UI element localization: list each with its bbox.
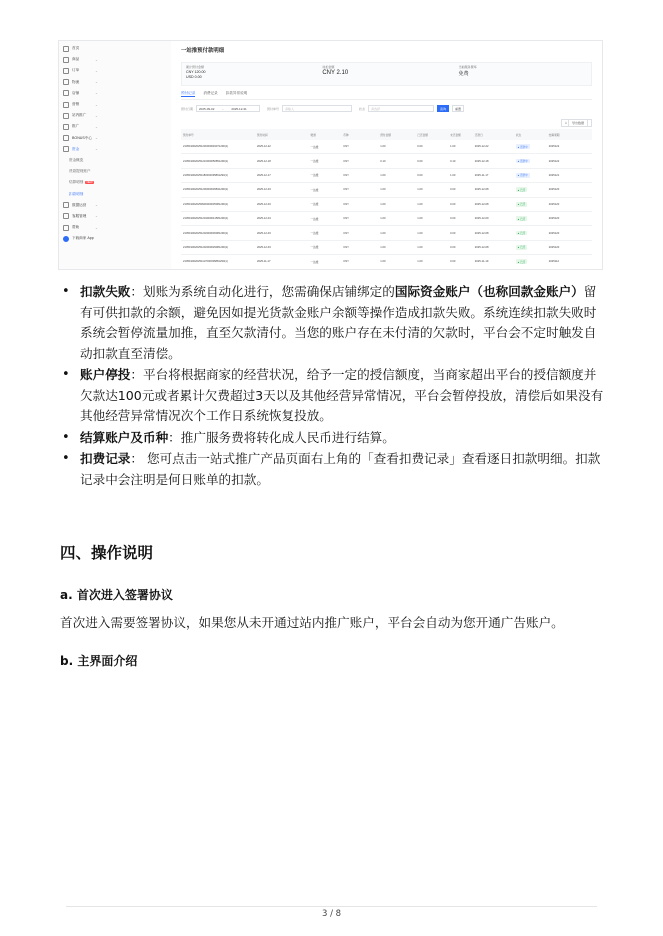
- table-row[interactable]: [181, 183, 592, 197]
- bullet-emphasis: 国际资金账户（也称回款金账户）: [394, 284, 584, 299]
- table-cell: [415, 269, 448, 270]
- summary-label: 待扣金额: [322, 65, 335, 69]
- chevron-down-icon: ⌄: [95, 225, 98, 230]
- table-cell: [378, 269, 415, 270]
- table-cell: 1.00: [448, 168, 473, 182]
- bullet-text: ：平台将根据商家的经营状况，给予一定的授信额度，当商家超出平台的授信额度并欠款达100元或者累计欠费超过3天以及其他经营异常情况，平台会暂停投放，清偿后如果没有其他经营异常情况次个工作日系统恢复投放。: [80, 367, 604, 423]
- chevron-down-icon: ⌄: [95, 214, 98, 219]
- menu-icon: [63, 236, 69, 242]
- table-cell: 一站推: [308, 240, 341, 254]
- date-range-input[interactable]: [196, 105, 260, 112]
- status-select[interactable]: 请选择: [368, 105, 434, 112]
- table-row[interactable]: [181, 168, 592, 182]
- sidebar-item-label: 站内推广: [72, 113, 87, 118]
- table-cell: 0.00: [448, 197, 473, 211]
- sidebar-item[interactable]: [59, 200, 171, 211]
- status-label: 状态: [359, 106, 366, 111]
- sidebar-item-label: 订单: [72, 68, 80, 73]
- date-to: 2025-12-31: [231, 106, 247, 111]
- table-cell: [448, 269, 473, 270]
- table-cell: [514, 240, 547, 254]
- table-cell: 2105190020250930000035081290(1): [181, 197, 255, 211]
- table-cell: 1.00: [378, 197, 415, 211]
- table-row[interactable]: [181, 154, 592, 168]
- table-header-row: [181, 129, 592, 140]
- column-header: 未还金额: [448, 129, 473, 140]
- sidebar-item-label: 客服管理: [72, 213, 87, 218]
- column-header: 币种: [341, 129, 378, 140]
- summary-label: 累计预付金额: [186, 65, 205, 69]
- export-label: 导出数据: [568, 119, 588, 127]
- bullet-text: ：划账为系统自动化进行，您需确保店铺绑定的: [130, 284, 395, 299]
- column-header: 渠道: [308, 129, 341, 140]
- bullet-term: 扣费记录: [80, 451, 131, 466]
- table-cell: 1.00: [415, 183, 448, 197]
- sidebar-item[interactable]: [59, 110, 171, 121]
- table-cell: 一站推: [308, 211, 341, 225]
- column-header: 结算周期: [547, 129, 592, 140]
- sidebar-item[interactable]: [59, 177, 171, 188]
- bullet-item: [60, 365, 605, 427]
- footer-divider: [66, 906, 597, 907]
- table-cell: 2025120: [547, 226, 592, 240]
- tab[interactable]: 预付记录: [181, 91, 196, 95]
- export-button[interactable]: ⇩ 导出数据: [561, 119, 592, 127]
- table-cell: CNY: [341, 255, 378, 269]
- table-cell: [341, 269, 378, 270]
- table-cell: 2025112: [547, 255, 592, 269]
- menu-icon: [63, 113, 69, 119]
- export-row: [181, 121, 592, 125]
- sidebar-item-label: 营销: [72, 102, 80, 107]
- table-cell: 0.00: [448, 226, 473, 240]
- section-title: 四、操作说明: [60, 544, 154, 562]
- sidebar-item[interactable]: [59, 77, 171, 88]
- menu-icon: [63, 213, 69, 219]
- table-cell: [514, 255, 547, 269]
- sidebar-item-label: 资金: [72, 146, 80, 151]
- sidebar-item[interactable]: [59, 65, 171, 76]
- bullet-item: [60, 282, 605, 364]
- sidebar-item[interactable]: [59, 233, 171, 244]
- sidebar-item-label: 商品: [72, 57, 80, 62]
- table-cell: [181, 269, 255, 270]
- date-label: 预付日期: [181, 106, 194, 111]
- table-cell: 2025122: [547, 140, 592, 154]
- table-cell: [514, 269, 547, 270]
- table-cell: [308, 269, 341, 270]
- table-cell: 0.00: [415, 140, 448, 154]
- summary-value: 免费: [458, 71, 469, 78]
- status-badge: ● 已还: [517, 188, 526, 192]
- table-cell: 1.00: [448, 140, 473, 154]
- table-cell: 2025120: [547, 240, 592, 254]
- summary-panel: [181, 62, 592, 86]
- table-cell: CNY: [341, 197, 378, 211]
- chevron-down-icon: ⌄: [95, 147, 98, 152]
- chevron-down-icon: ⌄: [95, 80, 98, 85]
- column-header: 预付时间: [255, 129, 308, 140]
- page-number: 3 / 8: [321, 909, 342, 919]
- chevron-down-icon: ⌄: [95, 68, 98, 73]
- status-badge: ● 已还: [517, 203, 526, 207]
- table-cell: CNY: [341, 168, 378, 182]
- table-cell: 2105190020251216000050851290(1): [181, 154, 255, 168]
- table-cell: 0.10: [378, 154, 415, 168]
- order-label: 预付单号: [267, 106, 280, 111]
- column-header: 状态: [514, 129, 547, 140]
- status-badge: ● 已还: [517, 260, 526, 264]
- status-badge: ● 还款中: [517, 160, 528, 164]
- table-cell: 2025120: [547, 197, 592, 211]
- table-cell: 0.00: [448, 240, 473, 254]
- sidebar-item[interactable]: [59, 54, 171, 65]
- table-cell: 1.00: [378, 255, 415, 269]
- menu-icon: [63, 90, 69, 96]
- menu-icon: [63, 146, 69, 152]
- chevron-down-icon: ⌄: [95, 113, 98, 118]
- screenshot-tabs: [181, 91, 592, 100]
- table-cell: [255, 269, 308, 270]
- table-cell: 2025-12-04: [255, 211, 308, 225]
- table-cell: 2105190020251206000039831290(1): [181, 183, 255, 197]
- column-header: 已还金额: [415, 129, 448, 140]
- table-row[interactable]: [181, 140, 592, 154]
- sidebar-item-label: 店铺: [72, 90, 80, 95]
- sidebar-item-label: 推广: [72, 124, 80, 129]
- table-cell: 一站推: [308, 197, 341, 211]
- table-cell: [514, 154, 547, 168]
- sidebar-item-label: 数据运营: [72, 202, 87, 207]
- bullet-item: [60, 449, 605, 490]
- sidebar-item-label: 资金概览: [69, 157, 84, 162]
- table-cell: 2025122: [547, 154, 592, 168]
- sidebar-item-label: 首页: [72, 46, 80, 51]
- menu-icon: [63, 135, 69, 141]
- status-badge: ● 还款中: [517, 174, 528, 178]
- table-cell: CNY: [341, 226, 378, 240]
- table-cell: 2105190020251204000041581290(1): [181, 211, 255, 225]
- table-cell: 2025-12-08: [473, 226, 514, 240]
- bullet-item: [60, 428, 605, 449]
- table-cell: CNY: [341, 183, 378, 197]
- table-cell: 1.00: [378, 211, 415, 225]
- table-cell: 2025-11-17: [255, 255, 308, 269]
- table-cell: [514, 140, 547, 154]
- table-cell: 2025-12-18: [255, 154, 308, 168]
- table-cell: [473, 269, 514, 270]
- table-cell: CNY: [341, 211, 378, 225]
- table-cell: 1.00: [378, 140, 415, 154]
- table-cell: 一站推: [308, 255, 341, 269]
- menu-icon: [63, 57, 69, 63]
- bullet-term: 扣款失败: [80, 284, 131, 299]
- table-cell: 2025-12-03: [255, 183, 308, 197]
- table-cell: 1.00: [415, 240, 448, 254]
- table-cell: 1.00: [378, 183, 415, 197]
- summary-item: [318, 63, 454, 85]
- chevron-down-icon: ⌄: [95, 136, 98, 141]
- table-cell: 0.00: [448, 183, 473, 197]
- table-cell: 2105190020251230000049071290(1): [181, 140, 255, 154]
- menu-icon: [63, 46, 69, 52]
- paragraph-a: 首次进入需要签署协议，如果您从未开通过站内推广账户，平台会自动为您开通广告账户。: [60, 615, 564, 630]
- sidebar-item-label: 结算明细: [69, 180, 84, 185]
- table-row[interactable]: [181, 211, 592, 225]
- table-cell: 2025-12-18: [473, 154, 514, 168]
- table-cell: 2105190020251180000035891290(1): [181, 168, 255, 182]
- table-row[interactable]: [181, 240, 592, 254]
- table-cell: 2025-12-22: [255, 140, 308, 154]
- sidebar-item[interactable]: [59, 144, 171, 155]
- sidebar-item-label: 物流: [72, 79, 80, 84]
- sidebar-item[interactable]: [59, 43, 171, 54]
- sidebar-item-label: 帮助: [72, 225, 80, 230]
- table-cell: 2025-12-03: [255, 197, 308, 211]
- table-cell: 0.00: [415, 154, 448, 168]
- summary-label: 当前服务费率: [458, 65, 477, 69]
- table-cell: 1.00: [378, 168, 415, 182]
- menu-icon: [63, 124, 69, 130]
- table-cell: 0.00: [448, 211, 473, 225]
- table-cell: [514, 168, 547, 182]
- chevron-down-icon: ⌄: [95, 124, 98, 129]
- order-input[interactable]: 请输入: [282, 105, 352, 112]
- table-cell: 1.00: [378, 240, 415, 254]
- menu-icon: [63, 79, 69, 85]
- reset-button[interactable]: 重置: [452, 105, 464, 112]
- sidebar-item-label: 货款提现账户: [69, 169, 91, 174]
- table-cell: 一站推: [308, 183, 341, 197]
- screenshot-page-title: 一站推预付款明细: [181, 48, 225, 54]
- table-cell: 2025-12-03: [255, 226, 308, 240]
- table-row[interactable]: [181, 255, 592, 269]
- bullet-text: ：推广服务费将转化成人民币进行结算。: [168, 429, 395, 445]
- chevron-down-icon: ⌄: [95, 57, 98, 62]
- table-cell: CNY: [341, 240, 378, 254]
- screenshot-sidebar: [59, 41, 172, 269]
- sidebar-item-label: 扣款明细: [69, 191, 84, 196]
- sidebar-item[interactable]: [59, 133, 171, 144]
- bullet-text: 留有可供扣款的余额，避免因如提光货款金账户余额等操作造成扣款失败。系统连续扣款失败时系统会暂停流量加推，直至欠款清付。当您的账户存在未付清的欠款时，平台会不定时触发自动扣款直至清偿。: [80, 284, 597, 361]
- table-cell: 一站推: [308, 140, 341, 154]
- table-cell: 1.00: [415, 211, 448, 225]
- table-cell: 2105190020251202000029081290(1): [181, 240, 255, 254]
- sidebar-item-label: 下载商家 App: [72, 236, 94, 241]
- date-sep: -: [222, 106, 224, 111]
- summary-item: [182, 63, 318, 85]
- menu-icon: [63, 102, 69, 108]
- prepay-table: [181, 129, 592, 270]
- bullet-list: [60, 282, 605, 491]
- subheading-a: a. 首次进入签署协议: [60, 588, 173, 602]
- sidebar-item[interactable]: [59, 88, 171, 99]
- sidebar-item[interactable]: [59, 166, 171, 177]
- table-cell: 1.00: [415, 197, 448, 211]
- table-row[interactable]: [181, 269, 592, 270]
- sidebar-item[interactable]: [59, 121, 171, 132]
- sidebar-item[interactable]: [59, 211, 171, 222]
- table-cell: 2025-12-17: [255, 168, 308, 182]
- status-badge: ● 已还: [517, 246, 526, 250]
- table-cell: [514, 211, 547, 225]
- sidebar-item[interactable]: [59, 155, 171, 166]
- bullet-term: 账户停投: [80, 367, 131, 382]
- sidebar-item[interactable]: [59, 99, 171, 110]
- subheading-b: b. 主界面介绍: [60, 654, 138, 668]
- table-cell: 2025-12-22: [473, 140, 514, 154]
- menu-icon: [63, 225, 69, 231]
- table-cell: 2025-12-09: [473, 211, 514, 225]
- table-cell: 2025-12-08: [473, 197, 514, 211]
- table-cell: 0.00: [448, 255, 473, 269]
- table-cell: 一站推: [308, 154, 341, 168]
- table-cell: 1.00: [415, 255, 448, 269]
- table-cell: 2025120: [547, 211, 592, 225]
- table-cell: 一站推: [308, 168, 341, 182]
- summary-value: CNY 2.10: [322, 70, 349, 77]
- table-cell: [514, 226, 547, 240]
- chevron-down-icon: ⌄: [95, 203, 98, 208]
- table-cell: 2105190020251117000036881290(1): [181, 255, 255, 269]
- chevron-down-icon: ⌄: [95, 102, 98, 107]
- table-cell: [514, 183, 547, 197]
- new-badge: NEW: [86, 181, 93, 185]
- tab[interactable]: 扣款异常说明: [225, 91, 248, 95]
- table-cell: [514, 197, 547, 211]
- bullet-term: 结算账户及币种: [80, 429, 169, 445]
- menu-icon: [63, 202, 69, 208]
- column-header: 预付金额: [378, 129, 415, 140]
- column-header: 预付单号: [181, 129, 255, 140]
- table-cell: 1.00: [378, 226, 415, 240]
- sidebar-item[interactable]: [59, 222, 171, 233]
- table-cell: 2025-12-03: [255, 240, 308, 254]
- table-cell: 2105190020251202000036081290(1): [181, 226, 255, 240]
- status-badge: ● 还款中: [517, 145, 528, 149]
- table-cell: 2025-11-19: [473, 255, 514, 269]
- summary-item: [455, 63, 591, 85]
- table-cell: 一站推: [308, 226, 341, 240]
- table-cell: 2025120: [547, 183, 592, 197]
- status-badge: ● 已还: [517, 232, 526, 236]
- table-cell: CNY: [341, 154, 378, 168]
- table-cell: 0.00: [415, 168, 448, 182]
- embedded-screenshot: [58, 40, 603, 270]
- summary-value: USD 0.00: [186, 75, 202, 80]
- menu-icon: [63, 68, 69, 74]
- date-from: 2025-09-02: [199, 106, 215, 111]
- chevron-down-icon: ⌄: [95, 91, 98, 96]
- table-cell: 2025121: [547, 168, 592, 182]
- summary-value: CNY 120.00: [186, 70, 206, 75]
- table-cell: 2025-11-17: [473, 168, 514, 182]
- table-cell: 1.00: [415, 226, 448, 240]
- sidebar-item-label: BONUS中心: [72, 135, 92, 140]
- table-cell: 2025-12-08: [473, 183, 514, 197]
- query-button[interactable]: 查询: [437, 105, 449, 112]
- table-cell: [547, 269, 592, 270]
- screenshot-main: [171, 41, 602, 269]
- status-badge: ● 已还: [517, 217, 526, 221]
- tab[interactable]: 消费记录: [203, 91, 218, 95]
- column-header: 还款日: [473, 129, 514, 140]
- table-cell: 2025-12-08: [473, 240, 514, 254]
- table-cell: CNY: [341, 140, 378, 154]
- table-cell: 0.10: [448, 154, 473, 168]
- filter-bar: [181, 105, 592, 112]
- bullet-text: ： 您可点击一站式推广产品页面右上角的「查看扣费记录」查看逐日扣款明细。扣款记录中会注明是何日账单的扣款。: [80, 451, 601, 487]
- sidebar-item[interactable]: [59, 188, 171, 199]
- table-row[interactable]: [181, 197, 592, 211]
- table-row[interactable]: [181, 226, 592, 240]
